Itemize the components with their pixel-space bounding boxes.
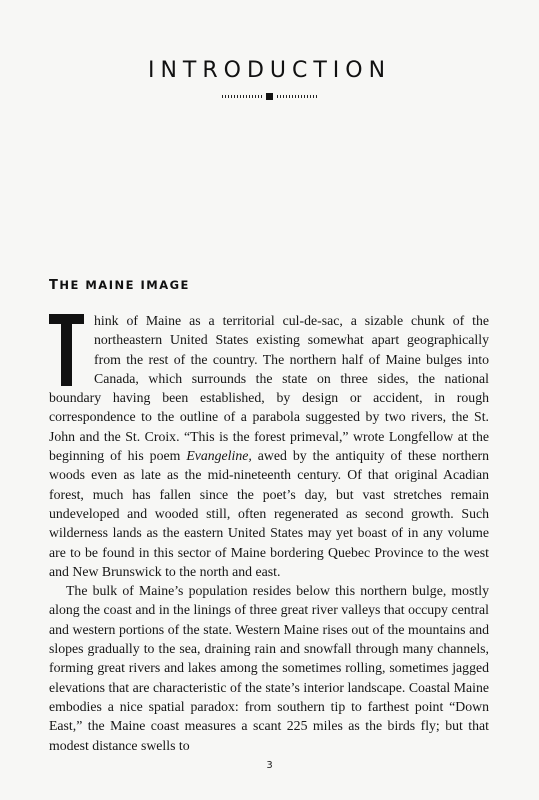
ornament-dots-left	[222, 95, 262, 98]
title-ornament	[0, 93, 539, 100]
section-heading	[49, 278, 190, 293]
paragraph-2: The bulk of Maine’s population resides below this northern bulge, mostly along the coast and in the linings of three great river valleys that occupy central and western portions of the state. Western Maine rises out of the mountains and slopes gradually to the sea, draining rain and snowfall through many channels, forming great rivers and lakes among the sometimes rolling, sometimes jagged elevations that are characteristic of the state’s interior landscape. Coastal Maine embodies a nice spatial paradox: from southern tip to farthest point “Down East,” the Maine coast measures a scant 225 miles as the birds fly; but that modest distance swells to	[49, 583, 489, 753]
drop-cap-crossbar	[49, 314, 84, 324]
chapter-title: INTRODUCTION	[147, 58, 392, 83]
drop-cap	[49, 314, 84, 386]
body-text	[49, 311, 489, 755]
section-heading-initial: T	[49, 278, 60, 293]
paragraph-1-text-end: awed by the antiquity of these northern woods even as late as the mid-nineteenth century. Of that original Acadian forest, much has fallen since the poet’s day, but vast stretches remain undeveloped and wooded still, often regenerated as second growth. Such wilderness lands as the eastern United States may yet boast of in any volume are to be found in this sector of Maine bordering Quebec Province to the west and New Brunswick to the north and east.	[49, 448, 489, 579]
poem-title: Evangeline,	[186, 448, 252, 464]
paragraph-1-text: hink of Maine as a territorial cul-de-sac, a sizable chunk of the northeastern United States existing somewhat apart geographically from the rest of the country. The northern half of Maine bulges into Canada, which surrounds the state on three sides, the national boundary having been established, by design or accident, in rough correspondence to the outline of a parabola suggested by two rivers, the St. John and the St. Croix. “This is the forest primeval,” wrote Longfellow at the beginning of his poem	[49, 313, 489, 464]
drop-cap-stem	[61, 324, 72, 386]
ornament-dots-right	[277, 95, 317, 98]
paragraph-1	[49, 311, 489, 581]
section-heading-rest: HE MAINE IMAGE	[59, 278, 190, 292]
page-number: 3	[266, 760, 273, 771]
ornament-square	[266, 93, 273, 100]
